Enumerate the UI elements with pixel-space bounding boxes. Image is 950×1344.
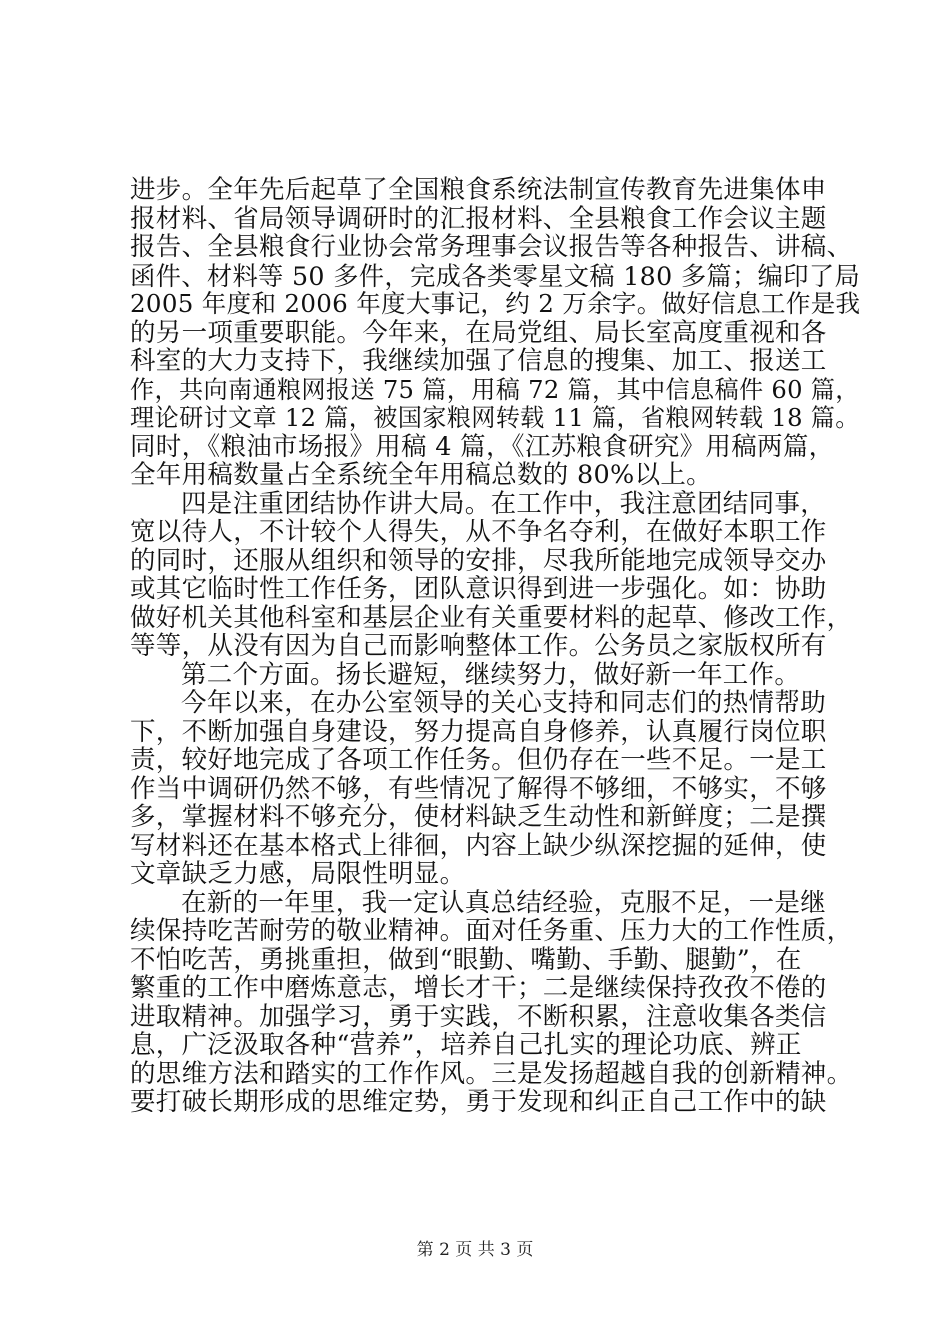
paragraph-start-line: 今年以来，在办公室领导的关心支持和同志们的热情帮助 [181,688,827,718]
paragraph-start-line: 四是注重团结协作讲大局。在工作中，我注意团结同事， [181,488,827,519]
text-line: 作，共向南通粮网报送 75 篇，用稿 72 篇，其中信息稿件 60 篇， [130,375,860,404]
text-line: 进取精神。加强学习，勇于实践，不断积累，注意收集各类信 [130,1001,827,1032]
text-line: 责，较好地完成了各项工作任务。但仍存在一些不足。一是工 [130,745,827,775]
text-line: 函件、材料等 50 多件，完成各类零星文稿 180 多篇；编印了局 [130,260,861,291]
text-line: 续保持吃苦耐劳的敬业精神。面对任务重、压力大的工作性质， [130,916,853,946]
text-line: 理论研讨文章 12 篇，被国家粮网转载 11 篇，省粮网转载 18 篇。 [130,404,860,432]
text-line: 或其它临时性工作任务，团队意识得到进一步强化。如：协助 [130,574,827,604]
text-line: 多，掌握材料不够充分，使材料缺乏生动性和新鲜度；二是撰 [130,802,827,832]
text-line: 下，不断加强自身建设，努力提高自身修养，认真履行岗位职 [130,716,827,747]
text-line: 的思维方法和踏实的工作作风。三是发扬超越自我的创新精神。 [130,1058,853,1089]
text-line: 作当中调研仍然不够，有些情况了解得不够细，不够实，不够 [130,773,827,804]
text-line: 的另一项重要职能。今年来，在局党组、局长室高度重视和各 [130,317,827,348]
text-line: 宽以待人，不计较个人得失，从不争名夺利，在做好本职工作 [130,517,827,547]
text-line: 等等，从没有因为自己而影响整体工作。公务员之家版权所有 [130,631,827,661]
text-line: 同时，《粮油市场报》用稿 4 篇，《江苏粮食研究》用稿两篇， [130,431,835,462]
document-body [130,176,860,1117]
text-line: 2005 年度和 2006 年度大事记，约 2 万余字。做好信息工作是我 [130,289,861,318]
text-line: 报材料、省局领导调研时的汇报材料、全县粮食工作会议主题 [130,203,827,234]
text-line: 息，广泛汲取各种“营养”，培养自己扎实的理论功底、辨正 [130,1030,802,1060]
text-line: 的同时，还服从组织和领导的安排，尽我所能地完成领导交办 [130,545,827,576]
page-number-label: 第 2 页 共 3 页 [416,1240,534,1260]
text-line: 要打破长期形成的思维定势，勇于发现和纠正自己工作中的缺 [130,1087,827,1117]
text-line: 文章缺乏力感，局限性明显。 [130,859,466,889]
text-line: 写材料还在基本格式上徘徊，内容上缺少纵深挖掘的延伸，使 [130,830,827,861]
text-line: 做好机关其他科室和基层企业有关重要材料的起草、修改工作， [130,602,853,633]
text-line: 进步。全年先后起草了全国粮食系统法制宣传教育先进集体申 [130,175,827,205]
paragraph-start-line: 在新的一年里，我一定认真总结经验，克服不足，一是继 [181,887,827,918]
text-line: 科室的大力支持下，我继续加强了信息的搜集、加工、报送工 [130,346,827,376]
text-line: 全年用稿数量占全系统全年用稿总数的 80%以上。 [130,460,712,490]
text-line: 繁重的工作中磨炼意志，增长才干；二是继续保持孜孜不倦的 [130,973,827,1003]
page-footer [0,1239,950,1261]
text-line: 不怕吃苦，勇挑重担，做到“眼勤、嘴勤、手勤、腿勤”，在 [130,944,802,975]
section-heading-line: 第二个方面。扬长避短，继续努力，做好新一年工作。 [181,659,801,690]
text-line: 报告、全县粮食行业协会常务理事会议报告等各种报告、讲稿、 [130,232,853,262]
